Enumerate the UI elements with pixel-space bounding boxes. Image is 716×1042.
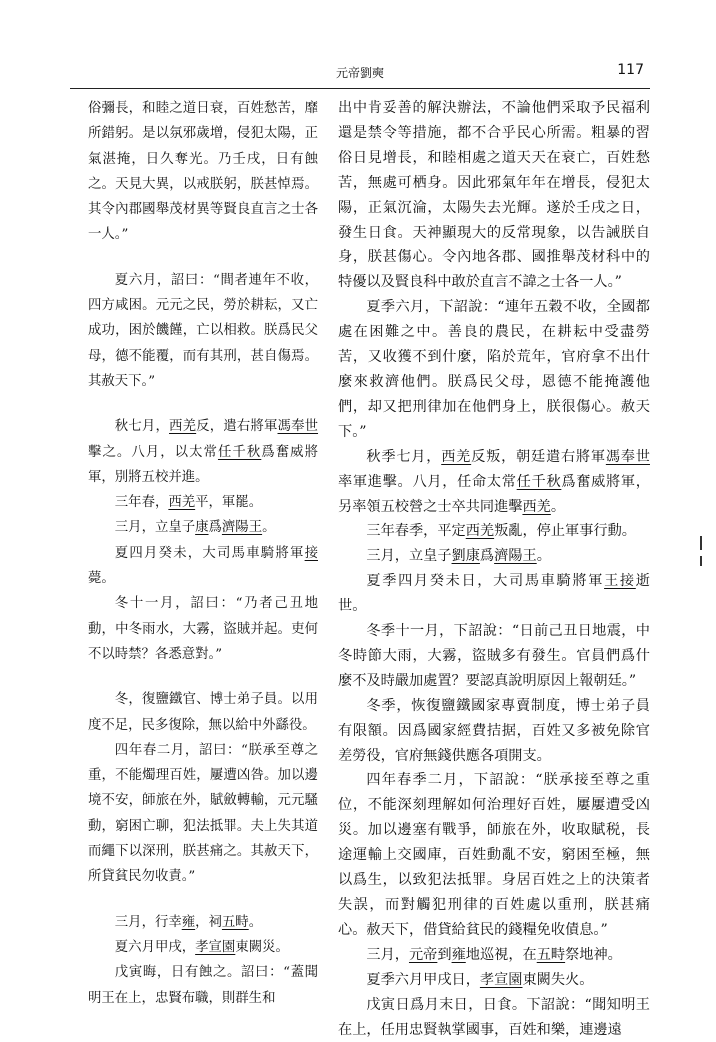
text-run: 爲奮威將軍，另率領五校營之士卒共同進擊 xyxy=(338,473,650,515)
right-paragraph-1: 出中肯妥善的解決辦法，不論他們采取予民福利還是禁令等措施，都不合乎民心所需。粗暴的習俗日見增長，和睦相處之道天天在衰亡，百姓愁苦，無處可栖身。因此邪氣年年在增長，侵犯太陽，正氣沉淪，太陽失去光輝。遂於壬戌之日，發生日食。天神顯現大的反常現象，以告誡朕自身，朕甚傷心。令內地各郡、國推舉茂材科中的特優以及賢良科中敢於直言不諱之士各一人。” xyxy=(338,100,650,291)
right-paragraph-2: 夏季六月，下詔說：“連年五穀不收，全國都處在困難之中。善良的農民，在耕耘中受盡勞苦，又收獲不到什麼，陷於荒年，官府拿不出什麼來救濟他們。朕爲民父母，恩德不能掩護他們，却又把刑律加在他們身上，朕很傷心。赦天下。” xyxy=(338,299,650,440)
left-paragraph-11 xyxy=(88,935,318,960)
text-run: 薨。 xyxy=(88,571,115,587)
text-run: 夏四月癸未，大司馬車騎將軍 xyxy=(114,545,305,561)
right-paragraph-6 xyxy=(338,569,650,619)
proper-noun: 五畤 xyxy=(221,914,249,930)
page-number: 117 xyxy=(617,62,644,78)
proper-noun: 西羌 xyxy=(168,495,196,511)
translation-text-column xyxy=(338,96,650,1042)
proper-noun: 孝宣園 xyxy=(195,939,236,955)
text-run: 三月，行幸 xyxy=(114,914,182,930)
proper-noun: 康 xyxy=(195,520,209,536)
text-run: 爲 xyxy=(208,520,222,536)
proper-noun: 西羌 xyxy=(465,523,495,540)
proper-noun: 孝宣園 xyxy=(479,971,523,988)
proper-noun: 五畤 xyxy=(536,946,566,963)
left-paragraph-6 xyxy=(88,541,318,592)
scan-edge-mark xyxy=(700,556,702,566)
text-run: 三月，立皇子 xyxy=(114,520,196,536)
text-run: 叛亂，停止軍事行動。 xyxy=(494,523,636,540)
left-paragraph-5 xyxy=(88,515,318,540)
text-run: 爲 xyxy=(479,548,495,565)
text-run: 率軍進擊。八月，任命太常 xyxy=(338,473,517,490)
text-run: 夏季六月甲戌日， xyxy=(366,971,480,988)
text-run: 東闕失火。 xyxy=(522,971,594,988)
header-rule xyxy=(70,88,650,89)
text-run: 。 xyxy=(248,914,263,930)
proper-noun: 任千秋 xyxy=(217,444,262,460)
right-paragraph-4 xyxy=(338,519,650,544)
proper-noun: 馮奉世 xyxy=(277,419,319,435)
left-paragraph-9: 四年春二月，詔曰：“朕承至尊之重，不能燭理百姓，屢遭凶咎。加以邊境不安，師旅在外，賦斂轉輸，元元騷動，窮困亡聊，犯法抵罪。夫上失其道而繩下以深刑，朕甚痛之。其赦天下，所貸貧民勿收責。” xyxy=(88,742,318,885)
right-paragraph-3 xyxy=(338,445,650,520)
left-paragraph-4 xyxy=(88,490,318,515)
text-run: 平，軍罷。 xyxy=(195,495,263,511)
text-run: 三月，立皇子 xyxy=(366,548,452,565)
left-paragraph-10 xyxy=(88,910,318,935)
text-run: 秋七月， xyxy=(114,419,170,435)
text-run: 東闕災。 xyxy=(235,939,289,955)
right-paragraph-7: 冬季十一月，下詔說：“日前己丑日地震，中冬時節大雨，大霧，盜賊多有發生。官員們爲什麼不及時嚴加處置？要認真說明原因上報朝廷。” xyxy=(338,623,650,689)
text-run: 。 xyxy=(536,548,551,565)
text-run: 。 xyxy=(262,520,276,536)
text-run: 到 xyxy=(437,946,452,963)
text-run: 秋季七月， xyxy=(366,448,442,465)
text-run: ，祠 xyxy=(195,914,222,930)
classical-text-column xyxy=(88,96,318,1011)
text-run: 三年春， xyxy=(114,495,169,511)
scan-edge-mark xyxy=(700,536,702,550)
left-paragraph-7: 冬十一月，詔曰：“乃者己丑地動，中冬雨水，大霧，盜賊并起。吏何不以時禁？各悉意對。” xyxy=(88,596,318,662)
text-run: 。 xyxy=(550,498,566,515)
left-paragraph-3 xyxy=(88,414,318,490)
text-run: 擊之。八月，以太常 xyxy=(88,444,218,460)
text-run: 地巡視，在 xyxy=(465,946,537,963)
left-paragraph-1: 俗彌長，和睦之道日衰，百姓愁苦，靡所錯躬。是以氛邪歲增，侵犯太陽，正氣湛掩，日久奪光。乃壬戌，日有蝕之。天見大異，以戒朕躬，朕甚悼焉。其令內郡國舉茂材異等賢良直言之士各一人。” xyxy=(88,101,318,243)
right-paragraph-5 xyxy=(338,544,650,569)
right-paragraph-8: 冬季，恢復鹽鐵國家專賣制度，博士弟子員有限額。因爲國家經費拮据，百姓又多被免除官差勞役，官府無錢供應各項開支。 xyxy=(338,697,650,764)
proper-noun: 王接 xyxy=(604,573,636,590)
proper-noun: 西羌 xyxy=(522,498,551,515)
proper-noun: 雍 xyxy=(181,914,196,930)
right-paragraph-10 xyxy=(338,943,650,968)
text-run: 三月， xyxy=(366,946,409,963)
running-header xyxy=(70,62,650,84)
proper-noun: 雍 xyxy=(451,946,466,963)
proper-noun: 馮奉世 xyxy=(605,448,650,465)
proper-noun: 劉康 xyxy=(451,548,480,565)
text-run: 祭地神。 xyxy=(565,946,622,963)
text-run: 逝世。 xyxy=(338,573,650,615)
running-title: 元帝劉奭 xyxy=(335,66,384,80)
left-paragraph-12: 戊寅晦，日有蝕之。詔曰：“蓋聞明王在上，忠賢布職，則群生和 xyxy=(88,965,318,1006)
text-run: 三年春季，平定 xyxy=(366,523,466,540)
proper-noun: 任千秋 xyxy=(516,473,562,490)
text-run: 反，遣右將軍 xyxy=(196,419,278,435)
proper-noun: 濟陽王 xyxy=(494,548,537,565)
left-paragraph-2: 夏六月，詔曰：“間者連年不收，四方咸困。元元之民，勞於耕耘，又亡成功，困於饑饉，亡以相救。朕爲民父母，德不能覆，而有其刑，甚自傷焉。其赦天下。” xyxy=(88,272,318,389)
text-run: 夏六月甲戌， xyxy=(114,939,196,955)
right-paragraph-12: 戊寅日爲月末日，日食。下詔說：“聞知明王在上，任用忠賢執掌國事，百姓和樂，連邊遠 xyxy=(338,996,650,1038)
proper-noun: 接 xyxy=(304,545,318,561)
text-run: 爲奮威將軍，別將五校并進。 xyxy=(88,444,319,485)
proper-noun: 西羌 xyxy=(169,419,197,435)
right-paragraph-11 xyxy=(338,968,650,993)
left-paragraph-8: 冬，復鹽鐵官、博士弟子員。以用度不足，民多復除，無以給中外繇役。 xyxy=(88,692,318,733)
proper-noun: 元帝 xyxy=(408,946,438,963)
text-run: 反叛，朝廷遣右將軍 xyxy=(471,448,606,465)
text-run: 夏季四月癸未日，大司馬車騎將軍 xyxy=(366,573,605,590)
right-paragraph-9: 四年春季二月，下詔說：“朕承接至尊之重位，不能深刻理解如何治理好百姓，屢屢遭受凶災。加以邊塞有戰爭，師旅在外，收取賦税，長途運輸上交國庫，百姓動亂不安，窮困至極，無以爲生，以致犯法抵罪。身居百姓之上的決策者失誤，而對觸犯刑律的百姓處以重刑，朕甚痛心。赦天下，借貸給貧民的錢糧免收債息。” xyxy=(338,772,650,938)
proper-noun: 濟陽王 xyxy=(221,520,263,536)
proper-noun: 西羌 xyxy=(441,448,472,465)
